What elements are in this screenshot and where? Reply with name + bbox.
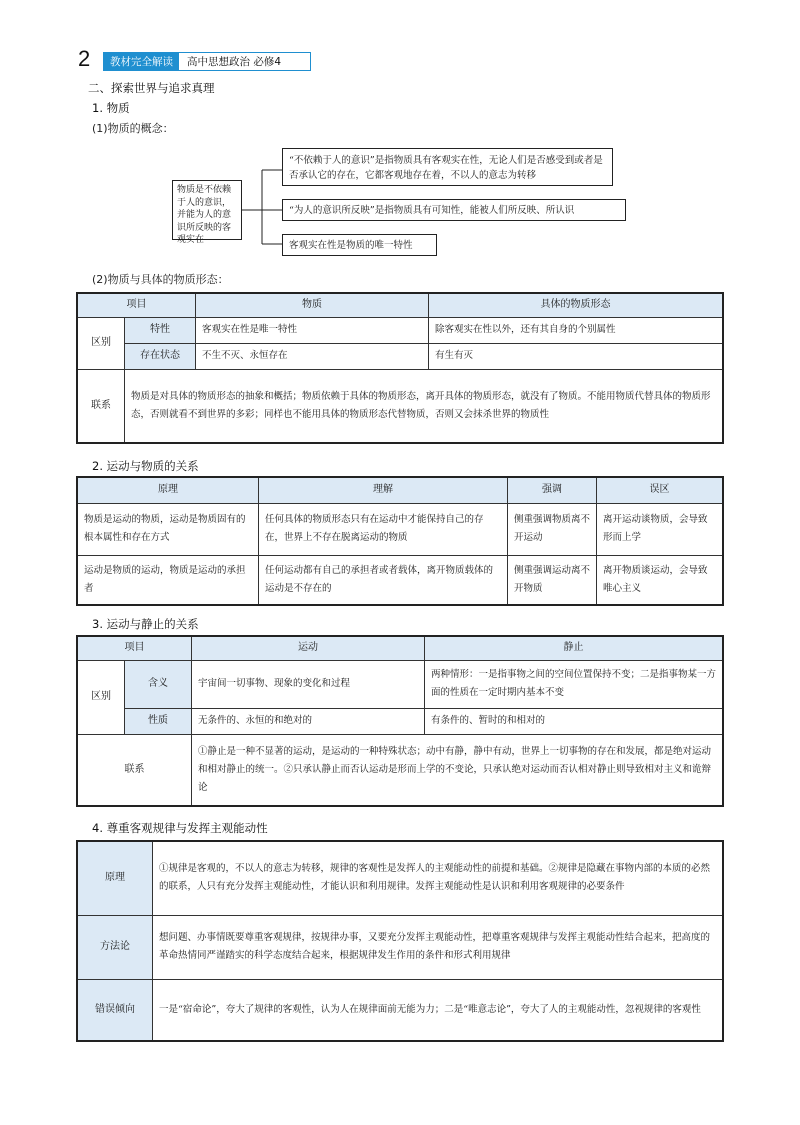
row-key: 方法论 — [77, 915, 153, 979]
law-initiative-table — [76, 840, 724, 1042]
row-key: 性质 — [125, 708, 192, 734]
row-label-connection: 联系 — [77, 369, 125, 443]
table-header: 误区 — [597, 477, 724, 503]
table-cell: 想问题、办事情既要尊重客观规律，按规律办事，又要充分发挥主观能动性，把尊重客观规律与发挥主观能动性结合起来，把高度的革命热情同严谨踏实的科学态度结合起来，根据规律发生作用的条件和形式利用规律 — [153, 915, 724, 979]
table-header: 理解 — [259, 477, 508, 503]
table-cell: 物质是运动的物质，运动是物质固有的根本属性和存在方式 — [77, 503, 259, 555]
heading-concept: (1)物质的概念： — [92, 122, 174, 135]
row-label-connection: 联系 — [77, 734, 192, 806]
branch-unique-property: 客观实在性是物质的唯一特性 — [282, 234, 437, 256]
table-header: 运动 — [192, 636, 425, 660]
heading-forms: (2)物质与具体的物质形态： — [92, 273, 229, 286]
table-cell: 有生有灭 — [429, 343, 724, 369]
row-key: 特性 — [125, 317, 196, 343]
table-cell: 离开运动谈物质，会导致形而上学 — [597, 503, 724, 555]
branch-objective-reality: “不依赖于人的意识”是指物质具有客观实在性，无论人们是否感受到或者是否承认它的存在，它都客观地存在着，不以人的意志为转移 — [282, 148, 613, 186]
row-key: 含义 — [125, 660, 192, 708]
table-cell: 侧重强调运动离不开物质 — [508, 555, 597, 605]
table-cell: 任何运动都有自己的承担者或者载体，离开物质载体的运动是不存在的 — [259, 555, 508, 605]
motion-matter-table — [76, 476, 724, 606]
matter-definition-box: 物质是不依赖于人的意识，并能为人的意识所反映的客观实在 — [172, 180, 242, 240]
table-cell: 有条件的、暂时的和相对的 — [425, 708, 724, 734]
table-cell: 客观实在性是唯一特性 — [196, 317, 429, 343]
header-subject: 高中思想政治 必修4 — [187, 56, 282, 68]
table-cell: ①静止是一种不显著的运动，是运动的一种特殊状态；动中有静，静中有动，世界上一切事物的存在和发展，都是绝对运动和相对静止的统一。②只承认静止而否认运动是形而上学的不变论，只承认绝对运动而否认相对静止则导致相对主义和诡辩论 — [192, 734, 724, 806]
branch-knowability: “为人的意识所反映”是指物质具有可知性，能被人们所反映、所认识 — [282, 199, 626, 221]
table-cell: 一是“宿命论”，夸大了规律的客观性，认为人在规律面前无能为力；二是“唯意志论”，夸大了人的主观能动性，忽视规律的客观性 — [153, 979, 724, 1041]
header-tag: 教材完全解读 — [104, 53, 179, 70]
row-label-difference: 区别 — [77, 317, 125, 369]
table-header: 具体的物质形态 — [429, 293, 724, 317]
table-header: 静止 — [425, 636, 724, 660]
table-cell: 不生不灭、永恒存在 — [196, 343, 429, 369]
matter-vs-forms-table — [76, 292, 724, 444]
heading-motion-matter: 2. 运动与物质的关系 — [92, 459, 199, 473]
table-cell: 宇宙间一切事物、现象的变化和过程 — [192, 660, 425, 708]
heading-matter: 1. 物质 — [92, 101, 130, 115]
heading-law-initiative: 4. 尊重客观规律与发挥主观能动性 — [92, 821, 268, 835]
page-number: 2 — [78, 46, 91, 71]
heading-motion-rest: 3. 运动与静止的关系 — [92, 617, 199, 631]
table-cell: 物质是对具体的物质形态的抽象和概括；物质依赖于具体的物质形态，离开具体的物质形态，就没有了物质。不能用物质代替具体的物质形态，否则就看不到世界的多彩；同样也不能用具体的物质形态代替物质，否则又会抹杀世界的物质性 — [125, 369, 724, 443]
table-cell: 两种情形：一是指事物之间的空间位置保持不变；二是指事物某一方面的性质在一定时期内基本不变 — [425, 660, 724, 708]
table-cell: 离开物质谈运动，会导致唯心主义 — [597, 555, 724, 605]
table-header: 物质 — [196, 293, 429, 317]
table-header: 项目 — [77, 293, 196, 317]
motion-rest-table — [76, 635, 724, 807]
table-cell: 任何具体的物质形态只有在运动中才能保持自己的存在，世界上不存在脱离运动的物质 — [259, 503, 508, 555]
table-header: 项目 — [77, 636, 192, 660]
table-header: 原理 — [77, 477, 259, 503]
table-cell: 侧重强调物质离不开运动 — [508, 503, 597, 555]
table-cell: 运动是物质的运动，物质是运动的承担者 — [77, 555, 259, 605]
row-label-difference: 区别 — [77, 660, 125, 734]
section-title: 二、探索世界与追求真理 — [88, 81, 215, 95]
row-key: 错误倾向 — [77, 979, 153, 1041]
row-key: 原理 — [77, 841, 153, 915]
table-header: 强调 — [508, 477, 597, 503]
table-cell: 除客观实在性以外，还有其自身的个别属性 — [429, 317, 724, 343]
table-cell: ①规律是客观的，不以人的意志为转移，规律的客观性是发挥人的主观能动性的前提和基础。②规律是隐藏在事物内部的本质的必然的联系，人只有充分发挥主观能动性，才能认识和利用规律。发挥主观能动性是认识和利用客观规律的必要条件 — [153, 841, 724, 915]
row-key: 存在状态 — [125, 343, 196, 369]
table-cell: 无条件的、永恒的和绝对的 — [192, 708, 425, 734]
